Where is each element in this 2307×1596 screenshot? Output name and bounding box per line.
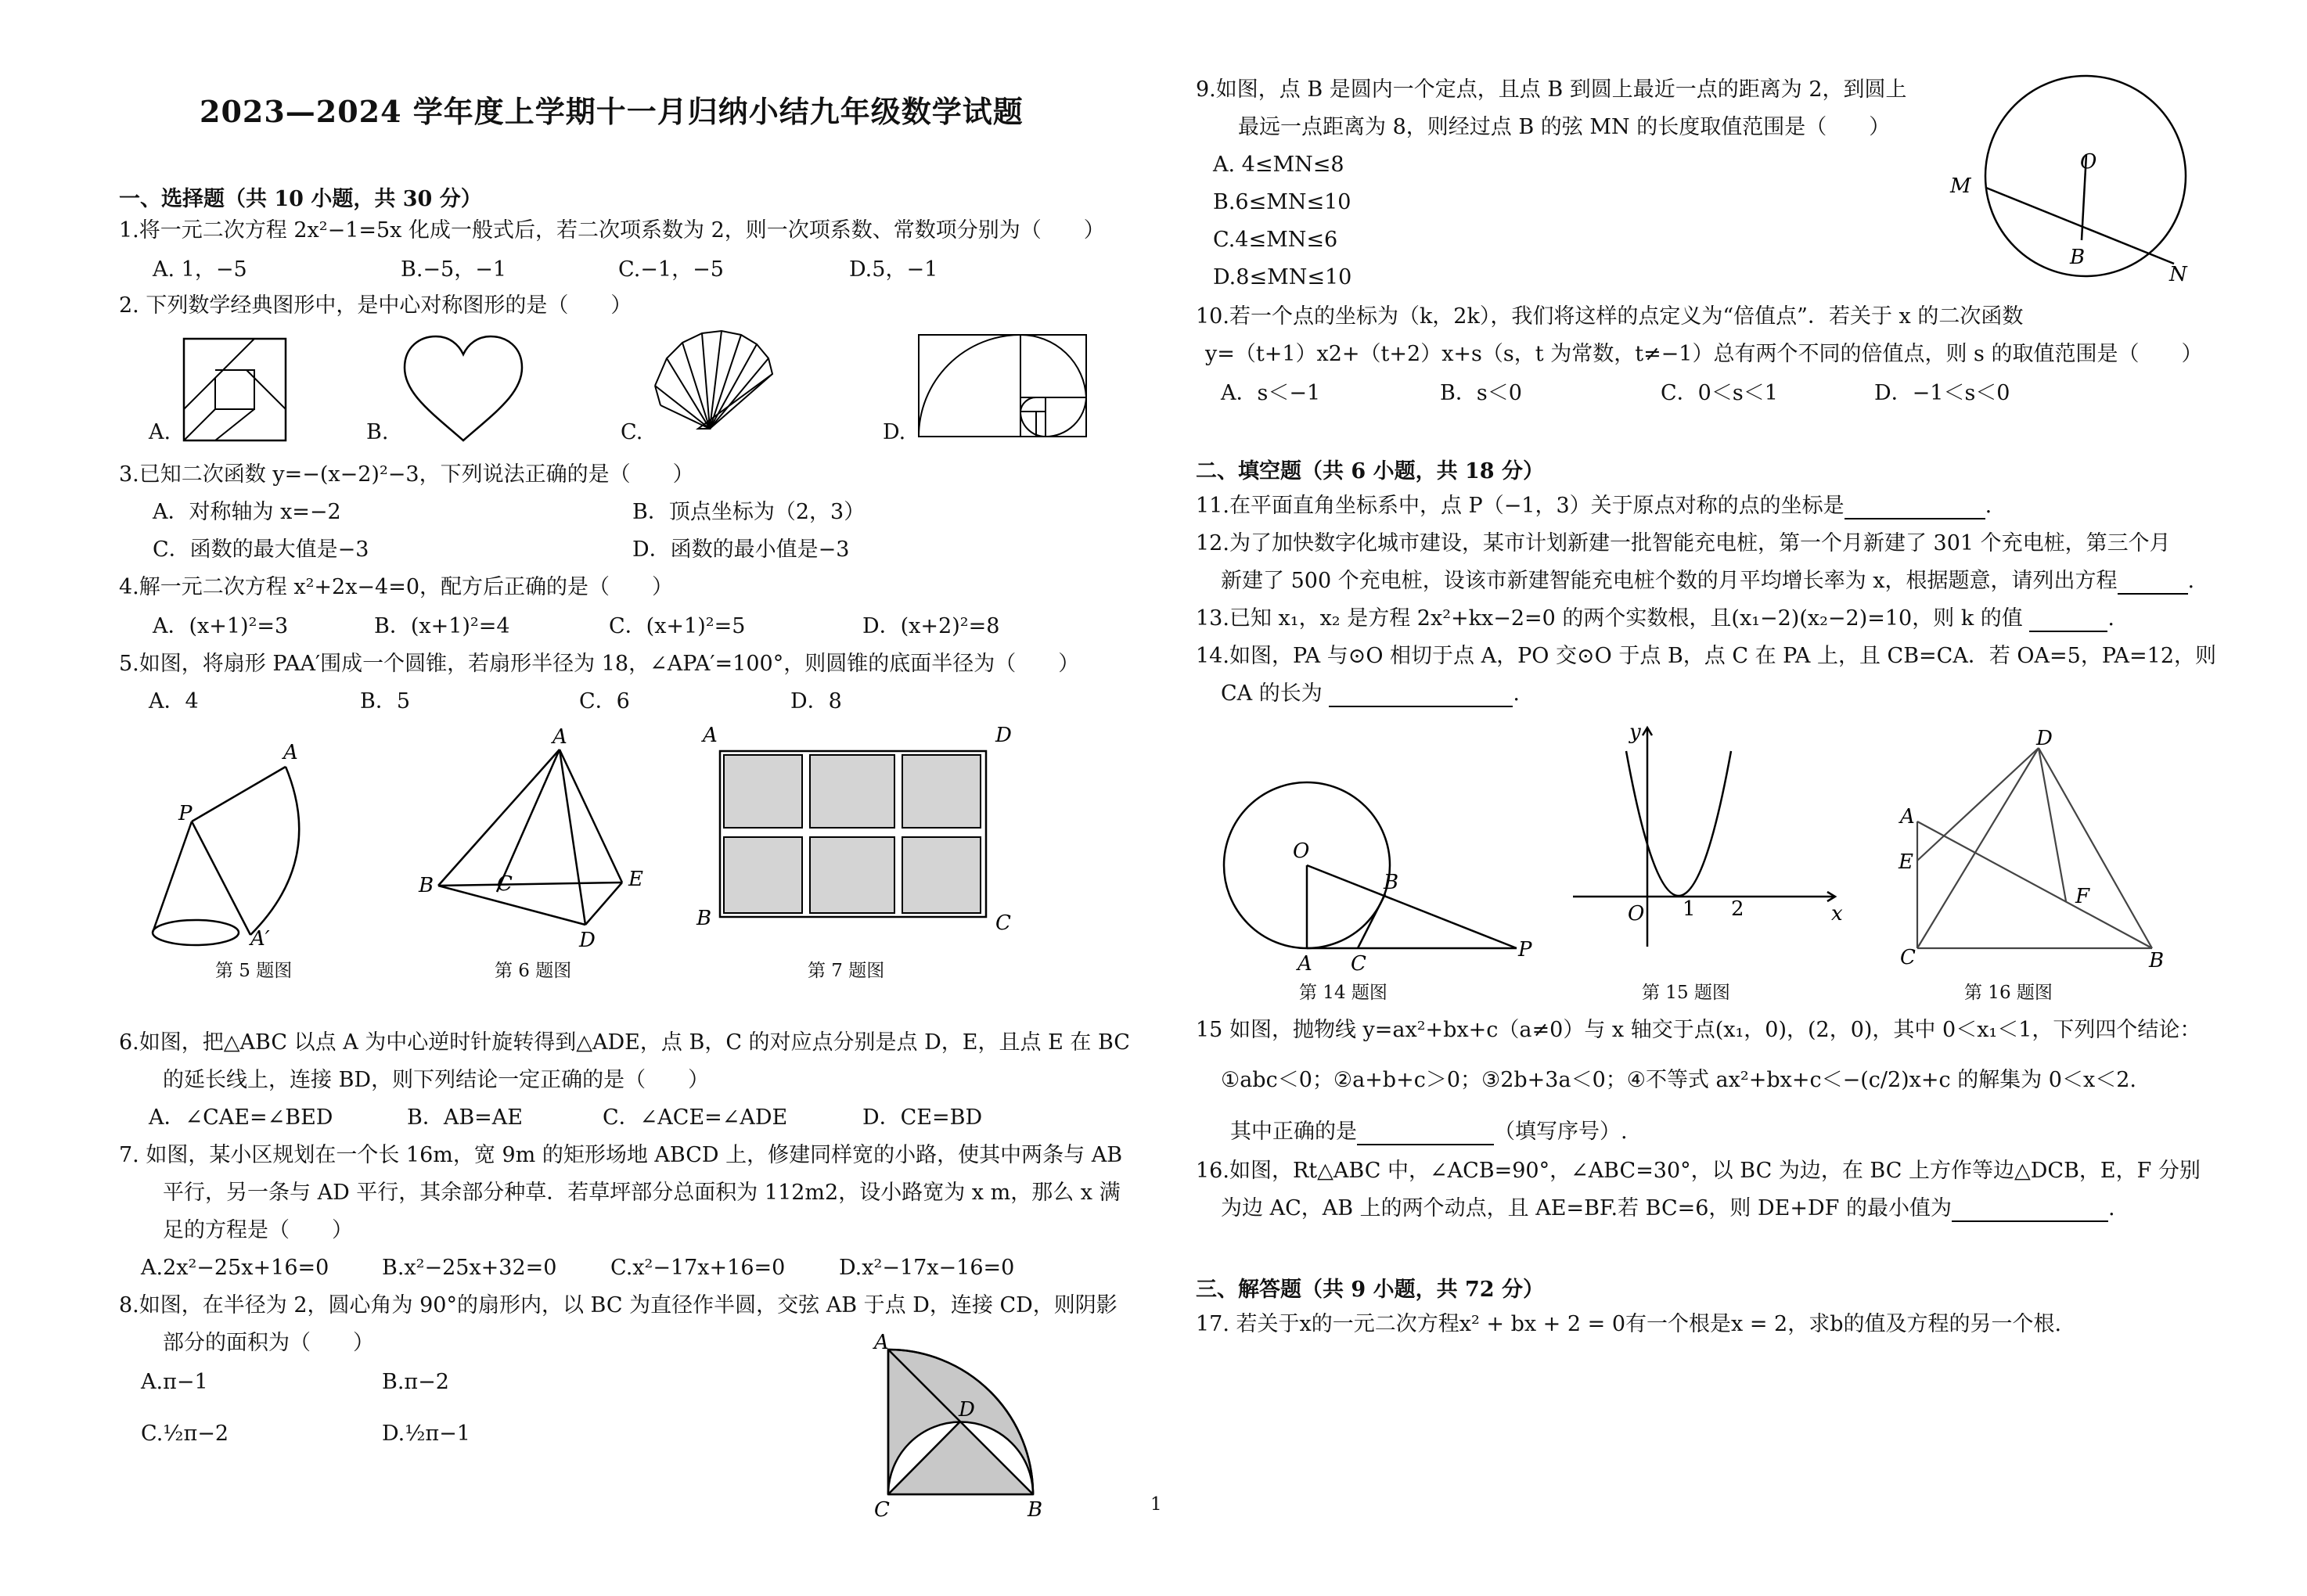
- f16-label-d: D: [2036, 727, 2053, 750]
- figure-16-triangles: [1894, 727, 2165, 973]
- q15-conclusions: ①abc＜0；②a+b+c＞0；③2b+3a＜0；④不等式 ax²+bx+c＜−(c/2)x+c 的解集为 0＜x＜2.: [1221, 1068, 2136, 1092]
- figure-14-caption: 第 14 题图: [1299, 983, 1387, 1003]
- q5-option-a: A．4: [149, 689, 199, 714]
- q2-figure-c-fan: [651, 327, 776, 448]
- figure-16-caption: 第 16 题图: [1964, 983, 2053, 1003]
- q4-option-c: C．(x+1)²=5: [609, 614, 746, 638]
- section-heading-fill: 二、填空题（共 6 小题，共 18 分）: [1196, 459, 1544, 483]
- q3-option-d: D．函数的最小值是−3: [632, 537, 850, 562]
- q10-option-a: A．s＜−1: [1221, 381, 1321, 405]
- f6-label-a: A: [552, 725, 567, 749]
- f8-label-a: A: [874, 1331, 889, 1354]
- figure-15-caption: 第 15 题图: [1642, 983, 1730, 1003]
- page-title: 2023—2024 学年度上学期十一月归纳小结九年级数学试题: [200, 94, 1024, 129]
- q10-option-c: C．0＜s＜1: [1661, 381, 1778, 405]
- q8-stem-line1: 8.如图，在半径为 2，圆心角为 90°的扇形内，以 BC 为直径作半圆，交弦 AB 于点 D，连接 CD，则阴影: [119, 1293, 1118, 1317]
- q5-option-b: B．5: [360, 689, 411, 714]
- q2-option-c: C.: [621, 420, 643, 444]
- q14-answer-blank: [1329, 687, 1513, 707]
- q7-option-b: B.x²−25x+32=0: [382, 1256, 557, 1280]
- figure-14-tangent: [1221, 782, 1534, 976]
- q12-answer-blank: [2118, 574, 2188, 595]
- f15-label-x: x: [1831, 902, 1843, 926]
- figure-5-cone: [141, 728, 329, 965]
- q9-option-c: C.4≤MN≤6: [1213, 228, 1338, 252]
- q2-figure-b-heart: [401, 335, 526, 448]
- q15-answer-pre: 其中正确的是: [1230, 1120, 1357, 1144]
- q16-stem-line1: 16.如图，Rt△ABC 中，∠ACB=90°，∠ABC=30°，以 BC 为边，在 BC 上方作等边△DCB，E，F 分别: [1196, 1159, 2201, 1183]
- q16-text: 为边 AC，AB 上的两个动点，且 AE=BF.若 BC=6，则 DE+DF 的最小值为: [1221, 1196, 1952, 1220]
- f16-label-a: A: [1900, 805, 1915, 829]
- figure-8-sector: [865, 1330, 1053, 1521]
- q2-figure-d-golden-spiral: [917, 333, 1089, 442]
- q11-text: 11.在平面直角坐标系中，点 P（−1，3）关于原点对称的点的坐标是: [1196, 494, 1845, 518]
- f5-label-a-prime: A′: [250, 927, 270, 951]
- q16-answer-blank: [1952, 1202, 2108, 1222]
- q17-stem: 17. 若关于x的一元二次方程x² + bx + 2 = 0有一个根是x = 2，求b的值及方程的另一个根.: [1196, 1312, 2062, 1336]
- q2-stem: 2. 下列数学经典图形中，是中心对称图形的是（ ）: [119, 293, 632, 318]
- q3-stem: 3.已知二次函数 y=−(x−2)²−3，下列说法正确的是（ ）: [119, 462, 694, 487]
- f14-label-c: C: [1351, 952, 1366, 976]
- q8-stem-line2: 部分的面积为（ ）: [163, 1331, 374, 1355]
- q15-stem: 15 如图，抛物线 y=ax²+bx+c（a≠0）与 x 轴交于点(x₁，0)，(2，0)，其中 0＜x₁＜1，下列四个结论：: [1196, 1018, 2201, 1042]
- f15-label-y: y: [1629, 721, 1641, 744]
- q7-stem-line1: 7. 如图，某小区规划在一个长 16m，宽 9m 的矩形场地 ABCD 上，修建同样宽的小路，使其中两条与 AB: [119, 1143, 1123, 1167]
- f5-label-p: P: [178, 802, 193, 825]
- f7-label-c: C: [995, 911, 1011, 935]
- q13-text: 13.已知 x₁，x₂ 是方程 2x²+kx−2=0 的两个实数根，且(x₁−2)(x₂−2)=10，则 k 的值: [1196, 606, 2023, 631]
- q1-option-c: C.−1，−5: [618, 257, 724, 282]
- f16-label-e: E: [1899, 850, 1913, 874]
- q2-figure-a-pinwheel: [180, 335, 290, 448]
- q7-stem-line3: 足的方程是（ ）: [163, 1218, 353, 1242]
- q4-option-d: D．(x+2)²=8: [862, 614, 1000, 638]
- q15-answer-post: （填写序号）.: [1494, 1120, 1628, 1144]
- q4-stem: 4.解一元二次方程 x²+2x−4=0，配方后正确的是（ ）: [119, 575, 674, 599]
- q3-option-c: C．函数的最大值是−3: [153, 537, 369, 562]
- f6-label-e: E: [628, 868, 643, 891]
- q8-option-c: C.½π−2: [141, 1422, 229, 1446]
- f16-label-c: C: [1900, 946, 1916, 969]
- q7-option-d: D.x²−17x−16=0: [839, 1256, 1015, 1280]
- q8-option-b: B.π−2: [382, 1370, 449, 1394]
- q4-option-b: B．(x+1)²=4: [374, 614, 510, 638]
- f9-label-n: N: [2169, 263, 2187, 286]
- q12-stem-line1: 12.为了加快数字化城市建设，某市计划新建一批智能充电桩，第一个月新建了 301 个充电桩，第三个月: [1196, 531, 2171, 555]
- q5-stem: 5.如图，将扇形 PAA′围成一个圆锥，若扇形半径为 18，∠APA′=100°，则圆锥的底面半径为（ ）: [119, 652, 1080, 676]
- f6-label-c: C: [497, 872, 513, 896]
- f8-label-c: C: [874, 1498, 890, 1522]
- figure-7-lawn-grid: [689, 720, 1017, 942]
- q4-option-a: A．(x+1)²=3: [153, 614, 289, 638]
- q3-option-a: A．对称轴为 x=−2: [153, 500, 341, 524]
- q2-option-b: B.: [366, 420, 389, 444]
- q3-option-b: B．顶点坐标为（2，3）: [632, 500, 866, 524]
- f7-label-b: B: [696, 907, 712, 930]
- f14-label-o: O: [1293, 839, 1310, 863]
- f15-label-2: 2: [1731, 897, 1744, 921]
- q15-answer-line: [1230, 1119, 1628, 1145]
- q8-option-a: A.π−1: [141, 1370, 208, 1394]
- q6-stem-line2: 的延长线上，连接 BD，则下列结论一定正确的是（ ）: [163, 1068, 710, 1092]
- f15-label-1: 1: [1683, 897, 1696, 921]
- f14-label-p: P: [1518, 938, 1532, 962]
- f16-label-b: B: [2149, 949, 2165, 972]
- q6-stem-line1: 6.如图，把△ABC 以点 A 为中心逆时针旋转得到△ADE，点 B，C 的对应点分别是点 D，E，且点 E 在 BC: [119, 1030, 1130, 1055]
- f14-label-b: B: [1384, 871, 1399, 894]
- q11-answer-blank: [1845, 499, 1985, 519]
- q7-stem-line2: 平行，另一条与 AD 平行，其余部分种草．若草坪部分总面积为 112m2，设小路宽为 x m，那么 x 满: [163, 1181, 1121, 1205]
- f6-label-d: D: [579, 929, 596, 952]
- figure-5-caption: 第 5 题图: [215, 961, 293, 981]
- q1-option-a: A. 1，−5: [153, 257, 247, 282]
- q10-stem-line1: 10.若一个点的坐标为（k，2k），我们将这样的点定义为“倍值点”．若关于 x 的二次函数: [1196, 304, 2024, 329]
- figure-15-parabola: [1565, 720, 1855, 958]
- f6-label-b: B: [419, 874, 434, 897]
- q9-stem-line1: 9.如图，点 B 是圆内一个定点，且点 B 到圆上最近一点的距离为 2，到圆上: [1196, 77, 1907, 102]
- page-number: 1: [1150, 1494, 1162, 1515]
- q12-stem-line2: 新建了 500 个充电桩，设该市新建智能充电桩个数的月平均增长率为 x，根据题意，请列出方程 .: [1221, 569, 2195, 593]
- q2-option-a: A.: [149, 420, 171, 444]
- f9-label-m: M: [1950, 174, 1971, 198]
- q9-option-d: D.8≤MN≤10: [1213, 265, 1352, 289]
- f5-label-a: A: [283, 741, 298, 764]
- figure-6-rotation: [415, 720, 657, 958]
- q11-stem: 11.在平面直角坐标系中，点 P（−1，3）关于原点对称的点的坐标是 .: [1196, 494, 1992, 518]
- q6-option-a: A．∠CAE=∠BED: [149, 1105, 333, 1130]
- q10-option-b: B．s＜0: [1440, 381, 1522, 405]
- f7-label-a: A: [703, 724, 718, 747]
- q7-option-a: A.2x²−25x+16=0: [141, 1256, 329, 1280]
- figure-6-caption: 第 6 题图: [495, 961, 572, 981]
- q14-stem-line2: CA 的长为 .: [1221, 681, 1520, 706]
- q10-stem-line2: y=（t+1）x2+（t+2）x+s（s，t 为常数，t≠−1）总有两个不同的倍值点，则 s 的取值范围是（ ）: [1205, 342, 2203, 366]
- q7-option-c: C.x²−17x+16=0: [610, 1256, 786, 1280]
- figure-9-circle: [1941, 59, 2191, 297]
- q5-option-d: D．8: [790, 689, 842, 714]
- q8-option-d: D.½π−1: [382, 1422, 470, 1446]
- f7-label-d: D: [995, 724, 1012, 747]
- section-heading-choice: 一、选择题（共 10 小题，共 30 分）: [119, 187, 482, 211]
- q14-text: CA 的长为: [1221, 681, 1323, 706]
- q12-text: 新建了 500 个充电桩，设该市新建智能充电桩个数的月平均增长率为 x，根据题意，请列出方程: [1221, 569, 2118, 593]
- f8-label-d: D: [959, 1398, 975, 1422]
- f16-label-f: F: [2075, 885, 2090, 908]
- q9-option-b: B.6≤MN≤10: [1213, 190, 1351, 214]
- q9-option-a: A. 4≤MN≤8: [1213, 153, 1344, 177]
- q15-answer-blank: [1357, 1125, 1494, 1145]
- q5-option-c: C．6: [579, 689, 630, 714]
- section-heading-answer: 三、解答题（共 9 小题，共 72 分）: [1196, 1278, 1544, 1302]
- f8-label-b: B: [1028, 1498, 1043, 1522]
- q13-answer-blank: [2029, 612, 2107, 632]
- f9-label-b: B: [2070, 246, 2086, 269]
- q6-option-b: B．AB=AE: [407, 1105, 524, 1130]
- q6-option-d: D．CE=BD: [862, 1105, 983, 1130]
- q1-option-b: B.−5，−1: [401, 257, 507, 282]
- q13-stem: 13.已知 x₁，x₂ 是方程 2x²+kx−2=0 的两个实数根，且(x₁−2)(x₂−2)=10，则 k 的值 .: [1196, 606, 2114, 631]
- q16-stem-line2: 为边 AC，AB 上的两个动点，且 AE=BF.若 BC=6，则 DE+DF 的最小值为 .: [1221, 1196, 2115, 1220]
- q2-option-d: D.: [883, 420, 906, 444]
- q6-option-c: C．∠ACE=∠ADE: [603, 1105, 788, 1130]
- f14-label-a: A: [1297, 952, 1312, 976]
- q1-stem: 1.将一元二次方程 2x²−1=5x 化成一般式后，若二次项系数为 2，则一次项系数、常数项分别为（ ）: [119, 218, 1105, 243]
- f9-label-o: O: [2080, 150, 2097, 174]
- q1-option-d: D.5，−1: [849, 257, 938, 282]
- q14-stem-line1: 14.如图，PA 与⊙O 相切于点 A，PO 交⊙O 于点 B，点 C 在 PA 上，且 CB=CA．若 OA=5，PA=12，则: [1196, 644, 2217, 668]
- figure-7-caption: 第 7 题图: [808, 961, 885, 981]
- f15-label-o: O: [1628, 902, 1645, 926]
- q9-stem-line2: 最远一点距离为 8，则经过点 B 的弦 MN 的长度取值范围是（ ）: [1238, 115, 1891, 139]
- q10-option-d: D．−1＜s＜0: [1874, 381, 2010, 405]
